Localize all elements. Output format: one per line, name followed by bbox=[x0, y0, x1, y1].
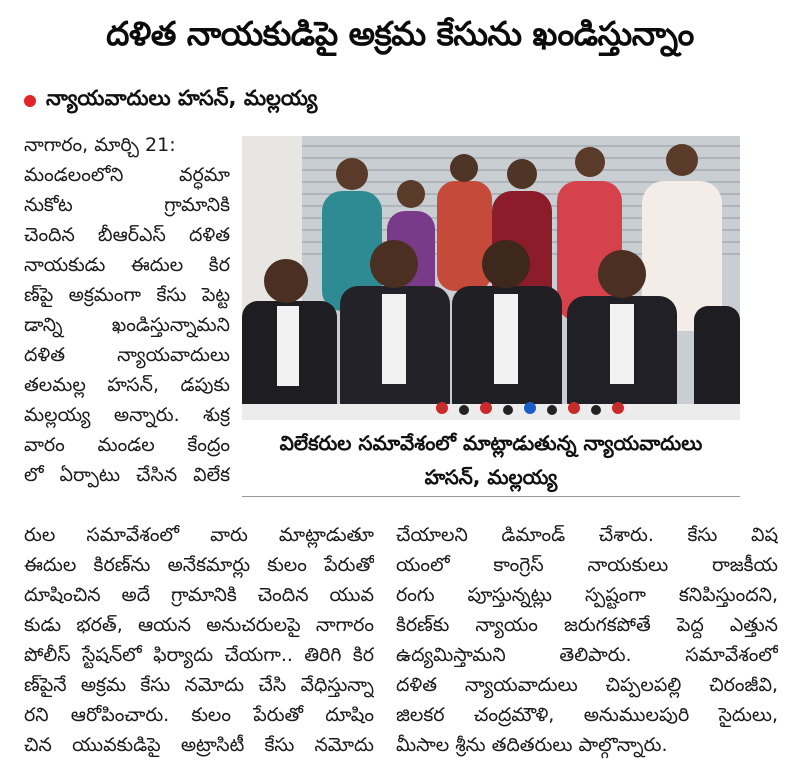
text-line: కుడు భరత్, ఆయన అనుచరులపై నాగారం bbox=[24, 614, 374, 636]
text-line: రంగు పూస్తున్నట్లు స్పష్టంగా కనిపిస్తుందని, bbox=[396, 584, 778, 606]
text-line: మల్లయ్య అన్నారు. శుక్ర bbox=[24, 404, 230, 426]
text-line: మండలంలోని వర్ధమా bbox=[24, 164, 230, 186]
text-line: వారం మండల కేంద్రం bbox=[24, 434, 230, 456]
text-line: నుకోట గ్రామానికి bbox=[24, 194, 230, 216]
text-line: చెందిన బీఆర్ఎస్ దళిత bbox=[24, 224, 230, 246]
article-column-2 bbox=[24, 520, 374, 760]
text-line: చిన యువకుడిపై అట్రాసిటీ కేసు నమోదు bbox=[24, 734, 374, 756]
caption-line: హసన్, మల్లయ్య bbox=[424, 465, 558, 489]
text-line: తలమల్ల హసన్, డపుకు bbox=[24, 374, 230, 396]
byline-text: న్యాయవాదులు హసన్, మల్లయ్య bbox=[46, 86, 318, 110]
text-line: రుల సమావేశంలో వారు మాట్లాడుతూ bbox=[24, 524, 374, 546]
text-line: దళిత న్యాయవాదులు చిప్పలపల్లి చిరంజీవి, bbox=[396, 674, 778, 696]
text-line: కిరణ్‌కు న్యాయం జరుగకపోతే పెద్ద ఎత్తున bbox=[396, 614, 778, 636]
text-line: లో ఏర్పాటు చేసిన విలేక bbox=[24, 464, 230, 486]
text-line: దూషించిన అదే గ్రామానికి చెందిన యువ bbox=[24, 584, 374, 606]
text-line: పోలీస్ స్టేషన్‌లో ఫిర్యాదు చేయగా.. తిరిగి కిర bbox=[24, 644, 374, 666]
headline: దళిత నాయకుడిపై అక్రమ కేసును ఖండిస్తున్నాం bbox=[106, 14, 694, 53]
text-line: చేయాలని డిమాండ్ చేశారు. కేసు విష bbox=[396, 524, 778, 546]
text-line: ణ్‌పై అక్రమంగా కేసు పెట్ట bbox=[24, 284, 230, 306]
byline bbox=[24, 86, 317, 116]
caption-line: విలేకరుల సమావేశంలో మాట్లాడుతున్న న్యాయవాదులు bbox=[279, 431, 703, 455]
text-line: ణ్‌పైనే అక్రమ కేసు నమోదు చేసి వేధిస్తున్నా bbox=[24, 674, 374, 696]
text-line: నాగారం, మార్చి 21: bbox=[24, 134, 176, 156]
text-line: యంలో కాంగ్రెస్ నాయకులు రాజకీయ bbox=[396, 554, 778, 576]
text-line: మీసాల శ్రీను తదితరులు పాల్గొన్నారు. bbox=[396, 734, 668, 756]
text-line: ఉద్యమిస్తామని తెలిపారు. సమావేశంలో bbox=[396, 644, 778, 666]
text-line: ఈదుల కిరణ్‌ను అనేకమార్లు కులం పేరుతో bbox=[24, 554, 374, 576]
press-meet-photo bbox=[242, 136, 740, 420]
text-line: దళిత న్యాయవాదులు bbox=[24, 344, 230, 366]
article-column-3 bbox=[396, 520, 778, 760]
text-line: డాన్ని ఖండిస్తున్నామని bbox=[24, 314, 230, 336]
article-column-1 bbox=[24, 130, 230, 490]
text-line: నాయకుడు ఈదుల కిర bbox=[24, 254, 230, 276]
caption-divider bbox=[242, 496, 740, 497]
text-line: రని ఆరోపించారు. కులం పేరుతో దూషిం bbox=[24, 704, 374, 726]
text-line: జిలకర చంద్రమౌళి, అనుములపురి సైదులు, bbox=[396, 704, 778, 726]
photo-caption bbox=[242, 426, 740, 494]
bullet-icon bbox=[24, 95, 36, 107]
